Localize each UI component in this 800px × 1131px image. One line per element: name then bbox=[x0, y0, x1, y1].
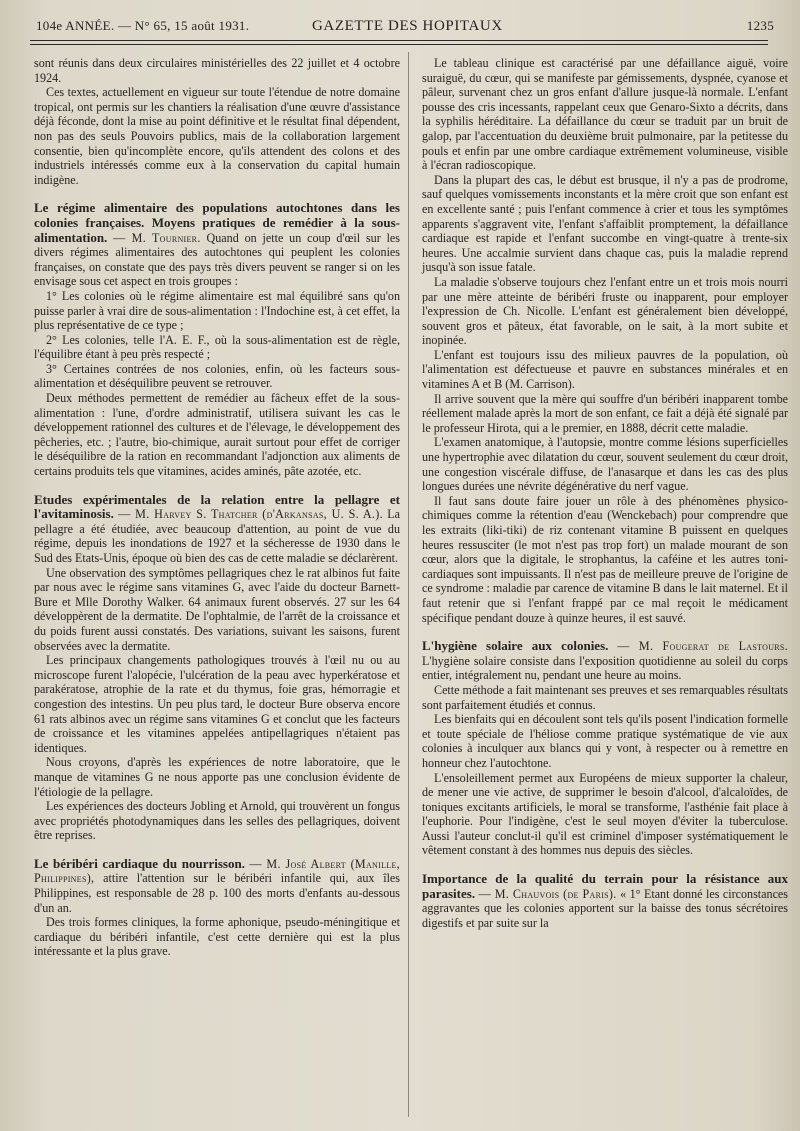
article-paragraph: Les principaux changements pathologiques trouvés à l'œil nu ou au microscope furent l'alopécie, l'ulcération de la peau avec hyperkératose et parakératose, atrophie de la rate et du thymus, foie gras, hémorragie et congestion des intestins. Un peu plus tard, le docteur Bure observa encore 61 rats albinos avec un régime sans vitamines G et conclut que les facteurs de croissance et les vitamines appelées antipellagriques n'étaient pas identiques. bbox=[34, 653, 400, 755]
journal-title: GAZETTE DES HOPITAUX bbox=[312, 18, 503, 34]
article-beriberi bbox=[34, 857, 400, 959]
article-paragraph: L'ensoleillement permet aux Européens de mieux supporter la chaleur, de mener une vie active, de supprimer le besoin d'alcool, d'alcaloïdes, de toniques excitants artificiels, le moral se transforme, l'asthénie fait place à l'euphorie. Pour l'indigène, c'est le seul moyen d'éviter la tuberculose. Aussi l'auteur conclut-il qu'il est criminel d'imposer systématiquement le vêtement constant à des hommes nus depuis des siècles. bbox=[422, 770, 788, 858]
article-lead bbox=[34, 493, 400, 566]
article-paragraph: Nous croyons, d'après les expériences de notre laboratoire, que le manque de vitamines G ne nous apporte pas une conclusion évidente de l'étiologie de la pellagre. bbox=[34, 755, 400, 799]
article-paragraph: 2° Les colonies, telle l'A. E. F., où la sous-alimentation est de règle, l'équilibre étant à peu près respecté ; bbox=[34, 332, 400, 362]
intro-paragraph: Ces textes, actuellement en vigueur sur toute l'étendue de notre domaine tropical, ont permis sur les chantiers la réalisation d'une œuvre d'assistance déjà féconde, dont la mise au point définitive et le résultat final dépendent, non pas des seuls Pouvoirs publics, mais de la collaboration largement consentie, bien qu'incomplète encore, qu'ils attendent des colons et des industriels intéressés comme eux à la conservation du capital humain indigène. bbox=[34, 85, 400, 187]
article-author: — M. Chauvois (de Paris). bbox=[478, 886, 617, 901]
page-number: 1235 bbox=[746, 18, 774, 33]
page-header bbox=[22, 8, 778, 42]
header-rule bbox=[30, 40, 768, 41]
article-title: L'hygiène solaire aux colonies. bbox=[422, 638, 609, 654]
article-paragraph: Des trois formes cliniques, la forme aphonique, pseudo-méningitique et cardiaque du béribéri infantile, c'est cette dernière qui est la plus intéressante et la plus grave. bbox=[34, 915, 400, 959]
article-paragraph: L'enfant est toujours issu des milieux pauvres de la population, où l'alimentation est défectueuse et pauvre en substances minérales et en vitamines A et B (M. Carrison). bbox=[422, 347, 788, 392]
article-title: Le régime alimentaire des populations autochtones dans les colonies françaises. Moyens pratiques de remédier à la sous-alimentation. bbox=[34, 200, 400, 245]
article-hygiene-solaire bbox=[422, 639, 788, 858]
article-paragraph: La maladie s'observe toujours chez l'enfant entre un et trois mois nourri par une mère atteinte de béribéri fruste ou inapparent, pour employer l'expression de Ch. Nicolle. L'enfant est généralement bien développé, souvent gros et pâteux, état favorable, on le sait, à la mort subite et inopinée. bbox=[422, 274, 788, 348]
header-rule-thin bbox=[30, 44, 768, 45]
article-lead-text: « 1° Etant donné les circonstances aggravantes que les colonies apportent sur la baisse des tonus sécrétoires digestifs et par suite sur la bbox=[422, 886, 789, 930]
article-pellagre bbox=[34, 493, 400, 843]
article-paragraph: Deux méthodes permettent de remédier au fâcheux effet de la sous-alimentation : l'une, d'ordre administratif, utilisera suivant les cas le développement rationnel des cultures et de l'élevage, le développement des pêcheries, etc. ; l'autre, bio-chimique, aurait surtout pour effet de corriger le déséquilibre de la ration en recommandant l'adjonction aux aliments de certains produits tels que vitamines, acides aminés, pâte azotée, etc. bbox=[34, 391, 400, 479]
article-paragraph: Cette méthode a fait maintenant ses preuves et ses remarquables résultats sont parfaitement étudiés et connus. bbox=[422, 682, 788, 712]
article-paragraph: 3° Certaines contrées de nos colonies, enfin, où les facteurs sous-alimentation et déséquilibre peuvent se retrouver. bbox=[34, 361, 400, 391]
article-paragraph: Les expériences des docteurs Jobling et Arnold, qui trouvèrent un fongus avec propriétés photodynamiques dans les selles des pellagriques, doivent être reprises. bbox=[34, 799, 400, 843]
article-lead-text: Quand on jette un coup d'œil sur les divers régimes alimentaires des autochtones qui peuplent les colonies françaises, on constate que des pays très divers peuvent se ranger si on les envisage sous cet aspect en trois groupes : bbox=[34, 230, 400, 289]
article-author: — M. José Albert (Manille, Philippines), bbox=[34, 856, 400, 886]
intro-paragraph: sont réunis dans deux circulaires ministérielles des 22 juillet et 4 octobre 1924. bbox=[34, 56, 400, 85]
article-terrain-parasites bbox=[422, 872, 788, 930]
article-paragraph: 1° Les colonies où le régime alimentaire est mal équilibré sans qu'on puisse parler à vrai dire de sous-alimentation : l'Indochine est, à cet effet, la plus représentative de ce type ; bbox=[34, 288, 400, 333]
article-title: Le béribéri cardiaque du nourrisson. bbox=[34, 855, 245, 871]
article-title: Importance de la qualité du terrain pour la résistance aux parasites. bbox=[422, 871, 788, 901]
article-paragraph: Il arrive souvent que la mère qui souffre d'un béribéri inapparent tombe réellement malade après la mort de son enfant, ce fait a déjà été signalé par le professeur Hirota, qui a le premier, en 1888, décrit cette maladie. bbox=[422, 391, 788, 435]
article-paragraph: Dans la plupart des cas, le début est brusque, il n'y a pas de prodrome, sauf quelques vomissements inconstants et la mère croit que son enfant est en excellente santé ; puis l'enfant commence à crier et tous les symptômes apparents s'aggravent vite, l'enfant s'affaiblit promptement, la défaillance cardiaque est rapide et l'enfant succombe en vingt-quatre à trente-six heures. Une accalmie survient dans chaque cas, puis la maladie reprend jusqu'à son issue fatale. bbox=[422, 172, 788, 275]
article-author: — M. Harvey S. Thatcher (d'Arkansas, U. S. A.). bbox=[118, 507, 383, 522]
article-lead-text: L'hygiène solaire consiste dans l'exposition quotidienne au soleil du corps entier, intégralement nu, pendant une heure au moins. bbox=[422, 653, 788, 683]
article-paragraph: Une observation des symptômes pellagriques chez le rat albinos fut faite par nous avec le régime sans vitamines G, avec l'aide du docteur Barnett-Bure et Mlle Dorothy Walker. 64 animaux furent observés. 27 sur les 64 développèrent de la dermatite. De l'ophtalmie, de l'arrêt de la croissance et du poids furent aussi constatés. Des variations, suivant les saisons, furent observées avec la dermatite. bbox=[34, 565, 400, 653]
article-paragraph: Les bienfaits qui en découlent sont tels qu'ils posent l'indication formelle et toute spéciale de l'héliose comme pratique systématique de vie aux colonies à inculquer aux blancs qui y vont, à respecter ou à remettre en honneur chez l'autochtone. bbox=[422, 712, 788, 770]
column-divider bbox=[408, 52, 409, 1117]
left-column bbox=[34, 56, 400, 959]
article-paragraph: Le tableau clinique est caractérisé par une défaillance aiguë, voire suraiguë, du cœur, qui se manifeste par gémissements, dyspnée, cyanose et pâleur, survenant chez un gros enfant d'allure jusque-là normale. L'enfant pousse des cris incessants, rappelant ceux que Genaro-Sixto a décrits, dans la syphilis héréditaire. La défaillance du cœur se traduit par un bruit de galop, par l'accentuation du deuxième bruit pulmonaire, par la petitesse du pouls et enfin par une ombre cardiaque extrêmement volumineuse, visible à l'écran radioscopique. bbox=[422, 56, 788, 173]
article-lead bbox=[422, 639, 788, 683]
article-lead bbox=[34, 201, 400, 289]
article-author: — M. Tournier. bbox=[113, 230, 201, 245]
article-paragraph: Il faut sans doute faire jouer un rôle à des phénomènes physico-chimiques comme la rétention d'eau (Wenckebach) pour comprendre que les extraits (liki-tiki) de riz contenant vitamine B puissent en quelques heures ressusciter (le mot n'est pas trop fort) un malade mourant de son cœur, alors que la digitale, le strophantus, la caféine et les autres toni-cardiaques sont impuissants. Il n'est pas de meilleure preuve de l'origine de ce syndrome : maladie par carence de vitamine B dans le lait maternel. Et il faut retenir que si l'enfant frappé par ce mal reçoit le médicament spécifique pendant douze à quinze heures, il est sauvé. bbox=[422, 493, 788, 625]
issue-info: 104e ANNÉE. — N° 65, 15 août 1931. bbox=[36, 18, 250, 33]
article-title: Etudes expérimentales de la relation entre la pellagre et l'avitaminosis. bbox=[34, 491, 400, 522]
article-lead-text: La pellagre a été étudiée, avec beaucoup d'attention, au point de vue du régime, depuis les inondations de 1927 et la sécheresse de 1930 dans le Sud des Etats-Unis, époque où bien des cas de cette maladie se déclarèrent. bbox=[34, 507, 400, 565]
article-alimentation bbox=[34, 201, 400, 478]
right-column bbox=[422, 56, 788, 930]
article-lead-text: attire l'attention sur le béribéri infantile qui, aux îles Philippines, est responsable de 28 p. 100 des morts d'enfants au-dessous d'un an. bbox=[34, 871, 401, 915]
article-author: — M. Fougerat de Lastours. bbox=[617, 639, 788, 654]
article-paragraph: L'examen anatomique, à l'autopsie, montre comme lésions superficielles une hypertrophie avec dilatation du cœur, souvent seulement du cœur droit, une congestion viscérale diffuse, de l'anasarque et dans les cas des plus longues durées une névrite dégénérative du nerf vague. bbox=[422, 435, 788, 494]
article-lead bbox=[422, 872, 788, 930]
article-lead bbox=[34, 857, 400, 915]
